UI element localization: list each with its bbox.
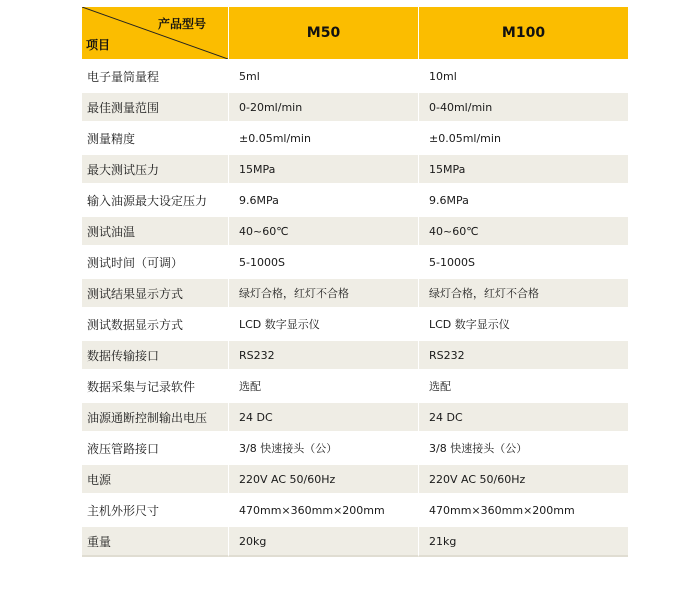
value-m100: 10ml [419, 59, 628, 90]
value-m50: 绿灯合格，红灯不合格 [229, 276, 419, 307]
value-m100: 9.6MPa [419, 183, 628, 214]
table-row [82, 369, 628, 400]
value-m100: RS232 [419, 338, 628, 369]
value-m50: ±0.05ml/min [229, 121, 419, 152]
table-row [82, 524, 628, 557]
table-row [82, 276, 628, 307]
value-m50: 0-20ml/min [229, 90, 419, 121]
value-m100: 470mm×360mm×200mm [419, 493, 628, 524]
header-model-label: 产品型号 [157, 17, 206, 31]
table-row [82, 245, 628, 276]
value-m100: ±0.05ml/min [419, 121, 628, 152]
row-label: 重量 [82, 524, 229, 557]
table-row [82, 431, 628, 462]
header-model-m100: M100 [419, 7, 628, 59]
table-row [82, 183, 628, 214]
table-body [82, 59, 628, 557]
value-m50: LCD 数字显示仪 [229, 307, 419, 338]
table-row [82, 400, 628, 431]
header-corner-cell [82, 7, 229, 59]
value-m100: 15MPa [419, 152, 628, 183]
row-label: 最大测试压力 [82, 152, 229, 183]
value-m50: 5ml [229, 59, 419, 90]
value-m50: 5-1000S [229, 245, 419, 276]
row-label: 数据传输接口 [82, 338, 229, 369]
table-row [82, 493, 628, 524]
row-label: 电子量筒量程 [82, 59, 229, 90]
value-m50: 470mm×360mm×200mm [229, 493, 419, 524]
value-m50: 9.6MPa [229, 183, 419, 214]
header-model-m50: M50 [229, 7, 419, 59]
table-header [82, 7, 628, 59]
value-m50: 24 DC [229, 400, 419, 431]
value-m50: 220V AC 50/60Hz [229, 462, 419, 493]
value-m50: 40~60℃ [229, 214, 419, 245]
value-m50: RS232 [229, 338, 419, 369]
table-row [82, 307, 628, 338]
value-m100: 选配 [419, 369, 628, 400]
row-label: 油源通断控制输出电压 [82, 400, 229, 431]
row-label: 测试结果显示方式 [82, 276, 229, 307]
row-label: 电源 [82, 462, 229, 493]
value-m100: LCD 数字显示仪 [419, 307, 628, 338]
value-m100: 5-1000S [419, 245, 628, 276]
value-m50: 15MPa [229, 152, 419, 183]
value-m100: 绿灯合格，红灯不合格 [419, 276, 628, 307]
value-m100: 3/8 快速接头（公） [419, 431, 628, 462]
table-row [82, 121, 628, 152]
row-label: 最佳测量范围 [82, 90, 229, 121]
value-m100: 21kg [419, 524, 628, 557]
table-row [82, 90, 628, 121]
value-m50: 20kg [229, 524, 419, 557]
table-row [82, 214, 628, 245]
row-label: 数据采集与记录软件 [82, 369, 229, 400]
header-item-label: 项目 [86, 38, 111, 52]
value-m100: 24 DC [419, 400, 628, 431]
table-row [82, 338, 628, 369]
row-label: 液压管路接口 [82, 431, 229, 462]
table-row [82, 59, 628, 90]
row-label: 测试数据显示方式 [82, 307, 229, 338]
row-label: 测试时间（可调） [82, 245, 229, 276]
value-m100: 0-40ml/min [419, 90, 628, 121]
value-m50: 选配 [229, 369, 419, 400]
table-row [82, 462, 628, 493]
row-label: 测量精度 [82, 121, 229, 152]
value-m100: 40~60℃ [419, 214, 628, 245]
spec-table [82, 7, 628, 557]
value-m100: 220V AC 50/60Hz [419, 462, 628, 493]
table-row [82, 152, 628, 183]
row-label: 测试油温 [82, 214, 229, 245]
row-label: 输入油源最大设定压力 [82, 183, 229, 214]
row-label: 主机外形尺寸 [82, 493, 229, 524]
value-m50: 3/8 快速接头（公） [229, 431, 419, 462]
